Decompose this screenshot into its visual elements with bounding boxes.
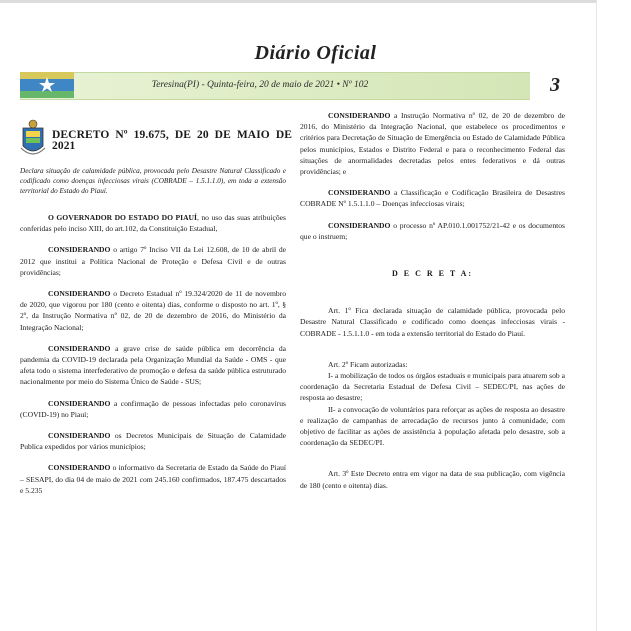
considerando-label: CONSIDERANDO bbox=[328, 188, 391, 198]
right-column bbox=[300, 110, 565, 491]
coat-of-arms-icon bbox=[20, 118, 46, 160]
considerando-label: CONSIDERANDO bbox=[48, 463, 111, 473]
decree-title: DECRETO Nº 19.675, DE 20 DE MAIO DE 2021 bbox=[52, 129, 292, 153]
considerando-left-6 bbox=[20, 462, 286, 496]
considerando-text: a Instrução Normativa nº 02, de 20 de dezembro de 2016, do Ministério da Integração Nacional, que estabelece os procedimentos e critérios para Decretação de Situação de Emergência ou Estado de Calamidade Pública pelos municípios, Estados e Distrito Federal e para o reconhecimento Federal das situações de anormalidades decretadas pelos entes federativos e dá outras providências; e bbox=[300, 111, 565, 177]
article-2: Art. 2º Ficam autorizadas: bbox=[328, 359, 408, 369]
considerando-left-4 bbox=[20, 398, 286, 420]
article-2-item-ii: II- a convocação de voluntários para reforçar as ações de resposta ao desastre e realização de campanhas de arrecadação de recursos junto à comunidade, com objetivo de facilitar as ações de assistência à população afetada pelo desastre, sob a coordenação da SEDEC/PI. bbox=[300, 404, 565, 448]
considerando-right-2 bbox=[300, 187, 565, 209]
considerando-text: a confirmação de pessoas infectadas pelo coronavírus (COVID-19) no Piauí; bbox=[20, 398, 286, 419]
decreta-heading: D E C R E T A: bbox=[391, 269, 474, 279]
considerando-text: o informativo da Secretaria de Estado da Saúde do Piauí – SESAPI, do dia 04 de maio de 2021 com 245.160 confirmados, 187.475 descartados e 5.235 bbox=[20, 463, 286, 495]
considerando-text: o Decreto Estadual nº 19.324/2020 de 11 de novembro de 2020, que vigorou por 180 (cento e oitenta) dias, conforme o disposto no art. 1º, § 2º, da Instrução Normativa nº 02, de 20 de dezembro de 2016, do Ministério da Integração Nacional; bbox=[20, 289, 286, 332]
considerando-left-3 bbox=[20, 343, 286, 388]
piaui-flag-icon bbox=[20, 72, 74, 98]
considerando-label: CONSIDERANDO bbox=[48, 343, 111, 353]
preamble-text: , no uso das suas atribuições conferidas pelo inciso XIII, do art.102, da Constituição Estadual, bbox=[20, 213, 286, 234]
considerando-right-3 bbox=[300, 220, 565, 242]
left-column bbox=[20, 118, 292, 496]
page-number: 3 bbox=[550, 74, 560, 96]
article-2-item-i: I- a mobilização de todos os órgãos estaduais e municipais para atuarem sob a coordenação da Secretaria Estadual de Defesa Civil – SEDEC/PI, nas ações de resposta ao desastre; bbox=[300, 371, 565, 403]
considerando-label: CONSIDERANDO bbox=[328, 111, 391, 120]
masthead-title: Diário Oficial bbox=[254, 42, 377, 64]
edition-line: Teresina(PI) - Quinta-feira, 20 de maio de 2021 • Nº 102 bbox=[151, 80, 369, 90]
page-right-border bbox=[596, 0, 597, 631]
considerando-text: a Classificação e Codificação Brasileira de Desastres COBRADE Nº 1.5.1.1.0 – Doenças infecciosas virais; bbox=[300, 188, 565, 209]
preamble bbox=[20, 212, 286, 234]
considerando-text: o processo nº AP.010.1.001752/21-42 e os documentos que o instruem; bbox=[300, 220, 565, 241]
article-1: Art. 1º Fica declarada situação de calamidade pública, provocada pelo Desastre Natural Classificado e codificado como doenças infecciosas virais - COBRADE - 1.5.1.1.0 - em toda a extensão territorial do Estado do Piauí. bbox=[300, 306, 565, 338]
preamble-bold: O GOVERNADOR DO ESTADO DO PIAUÍ bbox=[48, 213, 197, 222]
considerando-left-5 bbox=[20, 430, 286, 452]
decree-header bbox=[20, 118, 292, 166]
considerando-label: CONSIDERANDO bbox=[48, 245, 111, 255]
considerando-label: CONSIDERANDO bbox=[48, 289, 111, 299]
article-3: Art. 3º Este Decreto entra em vigor na data de sua publicação, com vigência de 180 (cento e oitenta) dias. bbox=[300, 469, 565, 490]
considerando-right-1 bbox=[300, 110, 565, 177]
decree-ementa: Declara situação de calamidade pública, provocada pelo Desastre Natural Classificado e codificado como doenças infecciosas virais (COBRADE – 1.5.1.1.0), em toda a extensão territorial do Estado do Piauí. bbox=[20, 167, 286, 195]
considerando-text: o artigo 7º Inciso VII da Lei 12.608, de 10 de abril de 2012 que institui a Política Nacional de Proteção e Defesa Civil e de outras providências; bbox=[20, 245, 286, 277]
considerando-label: CONSIDERANDO bbox=[48, 431, 111, 441]
page-top-border bbox=[0, 0, 596, 3]
considerando-text: a grave crise de saúde pública em decorrência da pandemia da COVID-19 declarada pela Organização Mundial da Saúde - OMS - que afeta todo o sistema interfederativo de promoção e defesa da saúde pública estruturado nacionalmente por meio do Sistema Único de Saúde - SUS; bbox=[20, 343, 286, 387]
considerando-text: os Decretos Municipais de Situação de Calamidade Publica expedidos por vários municípios; bbox=[20, 431, 286, 452]
considerando-left-2 bbox=[20, 288, 286, 333]
considerando-left-1 bbox=[20, 244, 286, 278]
considerando-label: CONSIDERANDO bbox=[48, 398, 111, 408]
considerando-label: CONSIDERANDO bbox=[328, 220, 391, 230]
